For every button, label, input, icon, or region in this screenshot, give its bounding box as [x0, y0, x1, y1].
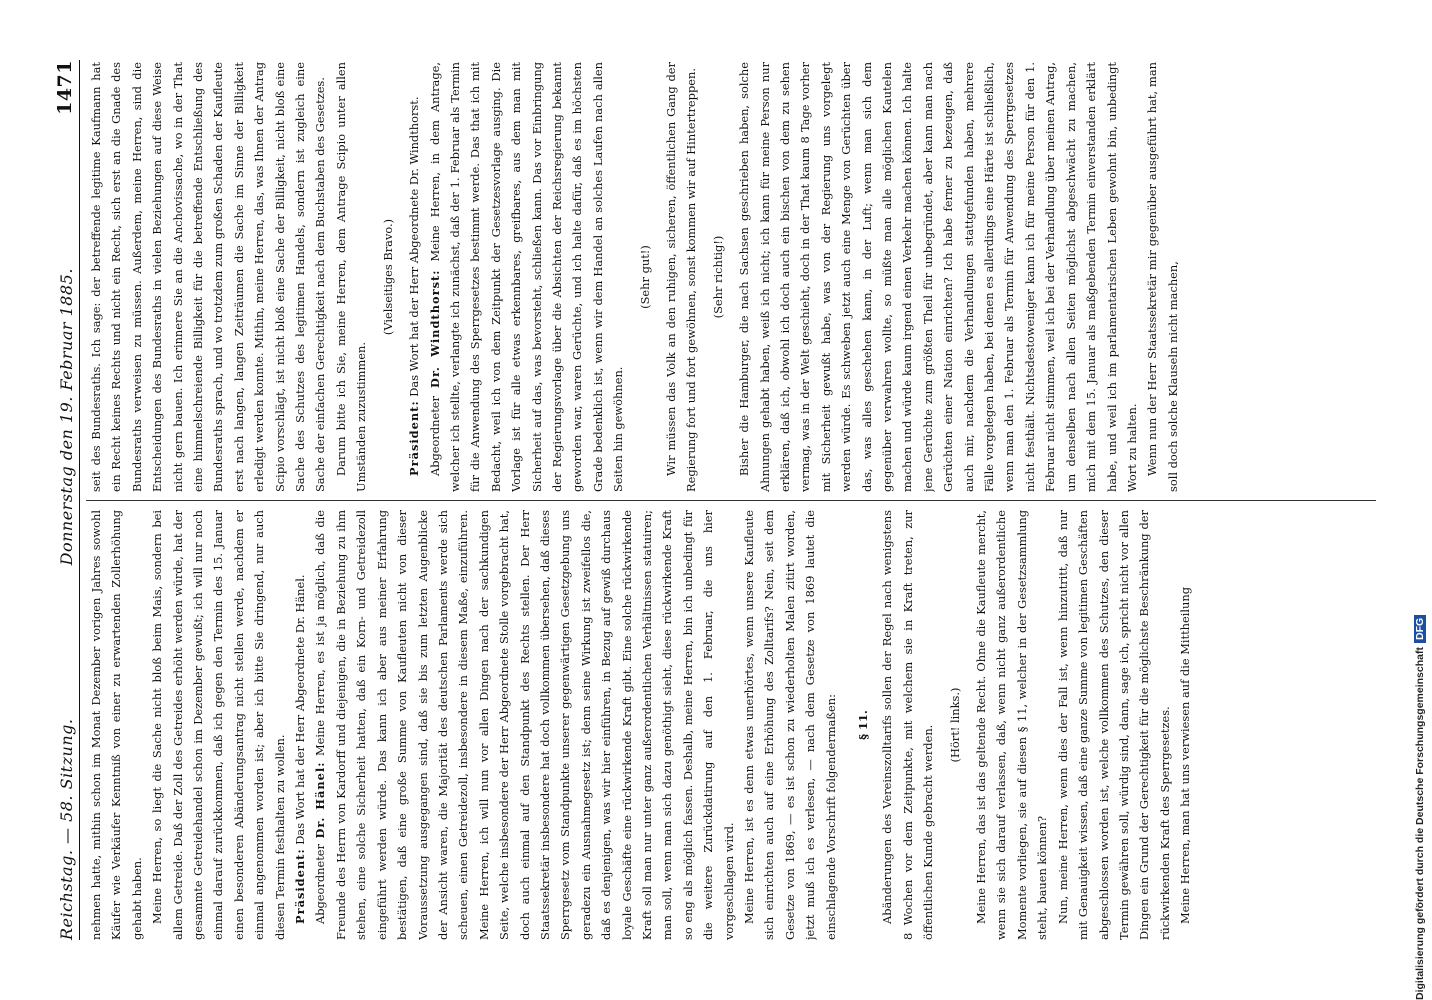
body-paragraph: Meine Herren, ist es denn etwas unerhörtes, wenn unsere Kaufleute sich einrichten auch auf eine Erhöhung des Zolltarifs? Nein, seit dem Gesetze von 1869, — es ist schon zu wiederholten Malen zitirt worden, jetzt muß ich es verlesen, — nach dem Gesetze von 1869 lautet die einschlagende Vorschrift folgendermaßen: [742, 510, 838, 940]
header-left-title: Reichstag. — 58. Sitzung. [57, 718, 76, 940]
body-paragraph: Meine Herren, man hat uns verwiesen auf die Mittheilung [1178, 587, 1193, 924]
page-header [46, 60, 80, 940]
body-paragraph: Nun, meine Herren, wenn dies der Fall ist, wenn hinzutritt, daß nur mit Genauigkeit wissen, daß eine ganze Summe von legitimen Geschäften abgeschlossen worden ist, welche vollkommen des Schutzes, den dieser Termin gewähren soll, würdig sind, dann, sage ich, spricht nicht vor allen Dingen ein Grund der Gerechtigkeit für die möglichste Beschränkung der rückwirkenden Kraft des Sperrgesetzes. [1055, 510, 1172, 940]
body-paragraph: Abänderungen des Vereinszolltarifs sollen der Regel nach wenigstens 8 Wochen vor dem Zeitpunkte, mit welchem sie in Kraft treten, zur öffentlichen Kunde gebracht werden. [880, 510, 936, 940]
body-paragraph: nehmen hatte, mithin schon im Monat Dezember vorigen Jahres sowohl Käufer wie Verkäufer Kenntniß von einer zu erwartenden Zollerhöhung gehabt haben. [89, 510, 144, 940]
body-paragraph: Darum bitte ich Sie, meine Herren, dem Antrage Scipio unter allen Umständen zuzustimmen. [333, 62, 369, 492]
body-paragraph: Wenn nun der Herr Staatssekretär mir gegenüber ausgeführt hat, man soll doch solche Klauseln nicht machen, [1145, 62, 1180, 492]
interjection: (Hört! links.) [947, 687, 962, 763]
speaker-label: Dr. Hänel: [313, 761, 328, 839]
section-heading: § 11. [856, 710, 871, 740]
funding-note [1414, 20, 1430, 1000]
page [0, 20, 1380, 980]
interjection: (Vielseitiges Bravo.) [380, 218, 395, 336]
speech-paragraph [425, 62, 629, 492]
speaker-label: Dr. Windthorst: [427, 269, 442, 388]
body-paragraph: Bisher die Hamburger, die nach Sachsen geschrieben haben, solche Ahnungen gehabt haben, weiß ich nicht; ich kann für meine Person nur erklären, daß ich, obwohl ich doch auch ein bischen von dem zu sehen vermag, was in der Welt geschieht, doch in der That kaum 8 Tage vorher mit Sicherheit gewußt habe, was von der Regierung uns vorgelegt werden würde. Es schweben jetzt auch eine Menge von Gerüchten über das, was alles geschehen kann, in der Luft; wenn man sich dem gegenüber verwahren wollte, so müßte man alle möglichen Kautelen machen und würde kaum irgend einen Verkehr machen können. Ich halte jene Gerüchte zum größten Theil für unbegründet, aber kann man nach Gerüchten einer Nation einrichten? Ich habe ferner zu bezeugen, daß auch mir, nachdem die Verhandlungen stattgefunden haben, mehrere Fälle vorgelegen haben, bei denen es allerdings eine Härte ist schließlich, wenn man den 1. Februar als Termin für Anwendung des Sperrgesetzes nicht festhält. Nichtsdestoweniger kann ich für meine Person für den 1. Februar nicht stimmen, weil ich bei der Verhandlung über meinen Antrag, um denselben nach allen Seiten möglichst abgeschwächt zu machen, mich mit dem 15. Januar als maßgebenden Termin einverstanden erklärt habe, und weil ich im parlamentarischen Leben gewohnt bin, unbedingt Wort zu halten. [737, 62, 1139, 492]
speech-paragraph [404, 62, 424, 492]
page-number: 1471 [54, 60, 76, 115]
body-paragraph: Meine Herren, so liegt die Sache nicht bloß beim Mais, sondern bei allem Getreide. Daß der Zoll des Getreides erhöht werden würde, hat der gesammte Getreidehandel schon im Dezember gewußt; ich will nur noch einmal darauf zurückkommen, daß ich gegen den Termin des 15. Januar einen besonderen Abänderungsantrag nicht stellen werde, nachdem er einmal angenommen worden ist; aber ich bitte Sie dringend, nur auch diesen Termin festhalten zu wollen. [150, 510, 287, 940]
interjection: (Sehr gut!) [637, 245, 652, 309]
speech-paragraph [290, 510, 310, 940]
dfg-logo: DFG [1414, 615, 1426, 643]
body-paragraph: Meine Herren, das ist das geltende Recht. Ohne die Kaufleute mercht, wenn sie sich darauf verlassen, daß, wenn nicht ganz außerordentliche Momente vorliegen, sie auf diesen § 11, welcher in der Gesetzsammlung steht, bauen können? [974, 510, 1050, 940]
right-column [86, 62, 1376, 492]
header-date: Donnerstag den 19. Februar 1885. [57, 268, 76, 566]
speech-text: Das Wort hat der Herr Abgeordnete Dr. Hänel. [293, 574, 308, 845]
speaker-title: Abgeordneter [313, 844, 328, 924]
body-paragraph: Wir müssen das Volk an den ruhigen, sicheren, öffentlichen Gang der Regierung fort und fort gewöhnen, sonst kommen wir auf Hintertreppen. [663, 62, 699, 492]
interjection: (Sehr richtig!) [710, 235, 725, 319]
speech-text: Das Wort hat der Herr Abgeordnete Dr. Windthorst. [407, 96, 422, 397]
speaker-label: Präsident: [293, 848, 308, 924]
speech-paragraph [310, 510, 739, 940]
left-column [86, 510, 1376, 940]
body-paragraph: seit des Bundesraths. Ich sage: der betreffende legitime Kaufmann hat ein Recht keines Rechts und nicht ein Recht, sich erst an die Gnade des Bundesraths verweisen zu müssen. Außerdem, meine Herren, sind die Entscheidungen des Bundesraths in vielen Beziehungen auf diese Weise nicht gern bauen. Ich erinnere Sie an die Anchovissache, wo in der That eine himmelschreiende Billigkeit für die betreffende Entschließung des Bundesraths sprach, und wo trotzdem zum großen Schaden der Kaufleute erst nach langen, langen Zeiträumen die Sache im Sinne der Billigkeit erledigt werden konnte. Mithin, meine Herren, das, was Ihnen der Antrag Scipio vorschlägt, ist nicht bloß eine Sache der Billigkeit, nicht bloß eine Sache des Schutzes des legitimen Handels, sondern ist zugleich eine Sache der einfachen Gerechtigkeit nach dem Buchstaben des Gesetzes. [89, 62, 328, 492]
speaker-label: Präsident: [407, 400, 422, 476]
speaker-title: Abgeordneter [427, 396, 442, 476]
speech-text: Meine Herren, in dem Antrage, welcher ich stellte, verlangte ich zunächst, daß der 1. Februar als Termin für die Anwendung des Sperrgesetzes bestimmt werde. Das that ich mit Bedacht, weil ich von dem Zeitpunkt der Gesetzesvorlage ausging. Die Vorlage ist für alle etwas erkennbares, greifbares, aus dem man mit Sicherheit auf das, was bevorsteht, schließen kann. Das vor Einbringung der Regierungsvorlage über die Absichten der Reichsregierung bekannt geworden war, waren Gerüchte, und ich halte dafür, daß es im höchsten Grade bedenklich ist, wenn wir dem Handel an solches Laufen nach allen Seiten hin gewöhnen. [427, 62, 626, 492]
speech-text: Meine Herren, es ist ja möglich, daß die Freunde des Herrn von Kardorff und diejenigen, die in Beziehung zu ihm stehen, eine solche Sicherheit hatten, daß ein Korn- und Getreidezoll eingeführt werden würde. Das kann ich aber aus meiner Erfahrung bestätigen, daß eine große Summe von Kaufleuten nicht von dieser Voraussetzung ausgegangen sind, daß sie bis zum letzten Augenblicke der Ansicht waren, die Majorität des deutschen Parlaments werde sich scheuen, einen Getreidezoll, insbesondere in diesem Maße, einzuführen. Meine Herren, ich will nun vor allen Dingen nach der sachkundigen Seite, welche insbesondere der Herr Abgeordnete Stolle vorgebracht hat, doch auch einmal auf den Standpunkt des Rechts stellen. Der Herr Staatssekretär insbesondere hat doch vollkommen übersehen, daß dieses Sperrgesetz vom Standpunkte unserer gegenwärtigen Gesetzgebung uns geradezu ein Ausnahmegesetz ist; denn seine Wirkung ist zweifellos die, daß es denjenigen, was wir hier einführen, in Bezug auf gewiß durchaus loyale Geschäfte eine rückwirkende Kraft gibt. Eine solche rückwirkende Kraft soll man nur unter ganz außerordentlichen Verhältnissen statuiren; man soll, wenn man sich dazu genöthigt sieht, diese rückwirkende Kraft so eng als möglich fassen. Deshalb, meine Herren, bin ich unbedingt für die weitere Zurückdatirung auf den 1. Februar, die uns hier vorgeschlagen wird. [313, 510, 736, 940]
funding-text: Digitalisierung gefördert durch die Deutsche Forschungsgemeinschaft [1414, 647, 1426, 1000]
column-divider [86, 500, 1376, 501]
